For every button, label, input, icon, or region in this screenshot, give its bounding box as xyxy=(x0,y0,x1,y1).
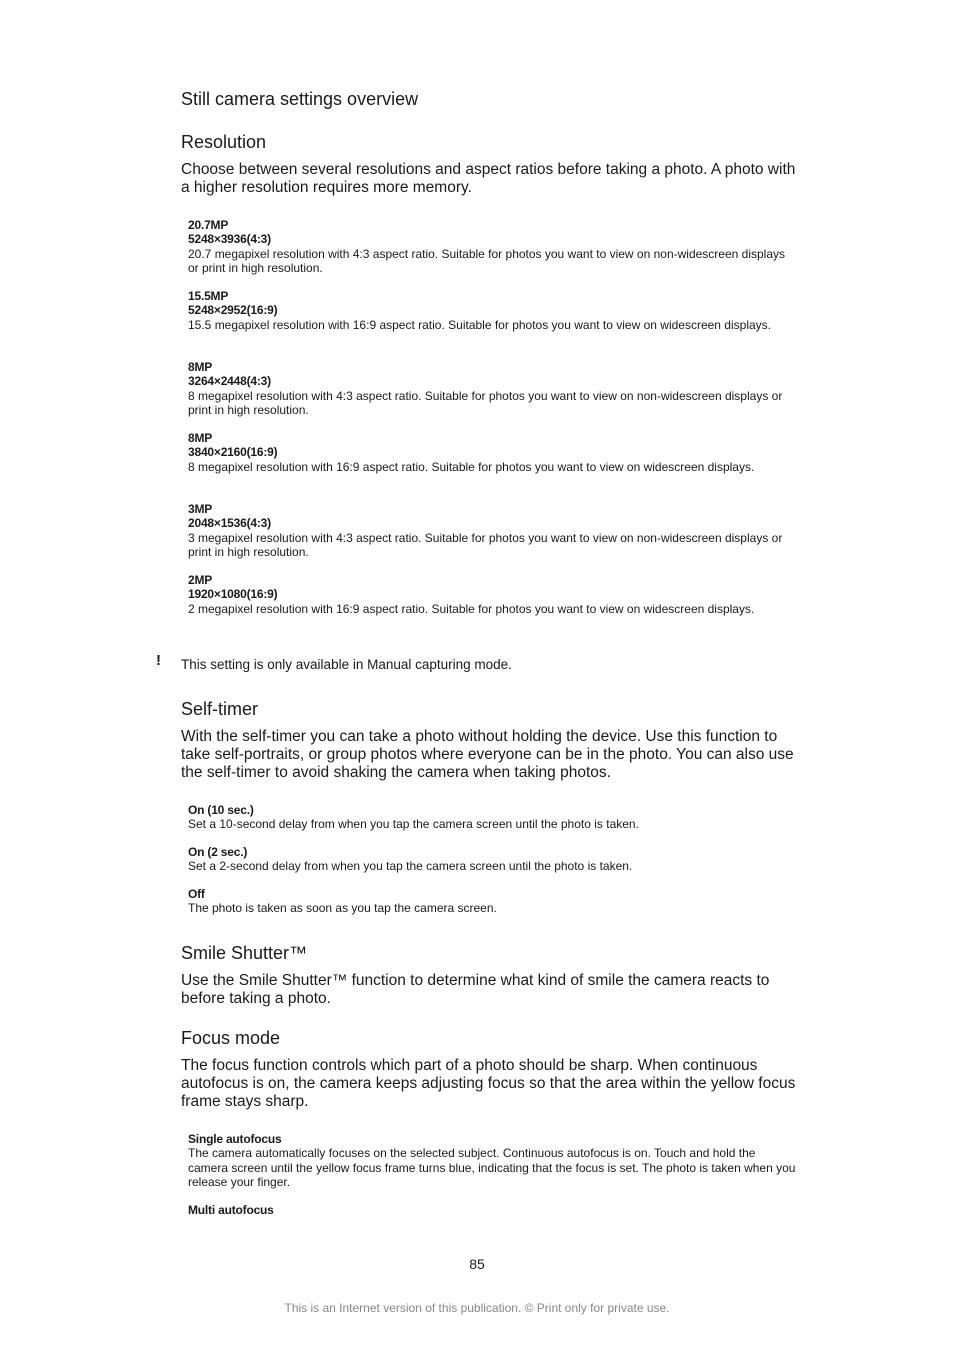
self-timer-term: On (10 sec.) xyxy=(188,803,254,817)
resolution-megapixels: 15.5MP xyxy=(188,289,229,303)
resolution-option xyxy=(188,360,798,417)
self-timer-description: Set a 10-second delay from when you tap the camera screen until the photo is taken. xyxy=(188,817,639,832)
resolution-description: 2 megapixel resolution with 16:9 aspect ratio. Suitable for photos you want to view on widescreen displays. xyxy=(188,601,755,616)
resolution-megapixels: 20.7MP xyxy=(188,218,229,232)
resolution-description: 3 megapixel resolution with 4:3 aspect ratio. Suitable for photos you want to view on non-widescreen displays or print in high resolution. xyxy=(188,530,783,559)
resolution-description: 8 megapixel resolution with 16:9 aspect ratio. Suitable for photos you want to view on widescreen displays. xyxy=(188,459,755,474)
resolution-description: 15.5 megapixel resolution with 16:9 aspect ratio. Suitable for photos you want to view on widescreen displays. xyxy=(188,317,771,332)
focus-mode-term: Multi autofocus xyxy=(188,1203,274,1217)
resolution-dimensions: 1920×1080(16:9) xyxy=(188,587,278,602)
self-timer-option xyxy=(188,845,798,874)
exclamation-icon: ! xyxy=(156,652,161,669)
smile-shutter-heading: Smile Shutter™ xyxy=(181,943,308,963)
self-timer-term: On (2 sec.) xyxy=(188,845,248,859)
self-timer-term: Off xyxy=(188,887,205,901)
focus-mode-intro: The focus function controls which part of a photo should be sharp. When continuous autofocus is on, the camera keeps adjusting focus so that the area within the yellow focus frame stays sharp. xyxy=(181,1057,796,1110)
note-text: This setting is only available in Manual capturing mode. xyxy=(181,657,512,672)
resolution-dimensions: 3264×2448(4:3) xyxy=(188,374,271,389)
footer-notice: This is an Internet version of this publication. © Print only for private use. xyxy=(284,1301,670,1315)
resolution-dimensions: 2048×1536(4:3) xyxy=(188,516,271,531)
self-timer-option xyxy=(188,803,798,832)
resolution-description: 20.7 megapixel resolution with 4:3 aspect ratio. Suitable for photos you want to view on non-widescreen displays or print in high resolution. xyxy=(188,246,786,275)
resolution-dimensions: 5248×2952(16:9) xyxy=(188,303,278,318)
page-number: 85 xyxy=(469,1256,485,1272)
focus-mode-option xyxy=(188,1203,798,1217)
resolution-dimensions: 3840×2160(16:9) xyxy=(188,445,278,460)
self-timer-option xyxy=(188,887,798,916)
smile-shutter-intro: Use the Smile Shutter™ function to determine what kind of smile the camera reacts to before taking a photo. xyxy=(181,972,770,1007)
self-timer-intro: With the self-timer you can take a photo without holding the device. Use this function to take self-portraits, or group photos where everyone can be in the photo. You can also use the self-timer to avoid shaking the camera when taking photos. xyxy=(181,728,794,781)
focus-mode-option xyxy=(188,1132,798,1189)
resolution-dimensions: 5248×3936(4:3) xyxy=(188,232,271,247)
resolution-megapixels: 3MP xyxy=(188,502,213,516)
resolution-heading: Resolution xyxy=(181,132,267,152)
self-timer-description: Set a 2-second delay from when you tap the camera screen until the photo is taken. xyxy=(188,859,633,874)
resolution-option xyxy=(188,289,798,332)
resolution-megapixels: 8MP xyxy=(188,360,213,374)
resolution-option xyxy=(188,502,798,559)
resolution-option xyxy=(188,218,798,275)
focus-mode-description: The camera automatically focuses on the selected subject. Continuous autofocus is on. Touch and hold the camera screen until the yellow focus frame turns blue, indicating that the focus is set. The photo is taken when you release your finger. xyxy=(188,1146,796,1189)
focus-mode-heading: Focus mode xyxy=(181,1028,281,1048)
self-timer-heading: Self-timer xyxy=(181,699,259,719)
self-timer-description: The photo is taken as soon as you tap the camera screen. xyxy=(188,901,497,916)
resolution-intro: Choose between several resolutions and aspect ratios before taking a photo. A photo with a higher resolution requires more memory. xyxy=(181,161,796,196)
resolution-megapixels: 8MP xyxy=(188,431,213,445)
resolution-option xyxy=(188,431,798,474)
page-title: Still camera settings overview xyxy=(181,89,419,109)
resolution-megapixels: 2MP xyxy=(188,573,213,587)
resolution-description: 8 megapixel resolution with 4:3 aspect ratio. Suitable for photos you want to view on non-widescreen displays or print in high resolution. xyxy=(188,388,783,417)
focus-mode-term: Single autofocus xyxy=(188,1132,282,1146)
resolution-option xyxy=(188,573,798,616)
